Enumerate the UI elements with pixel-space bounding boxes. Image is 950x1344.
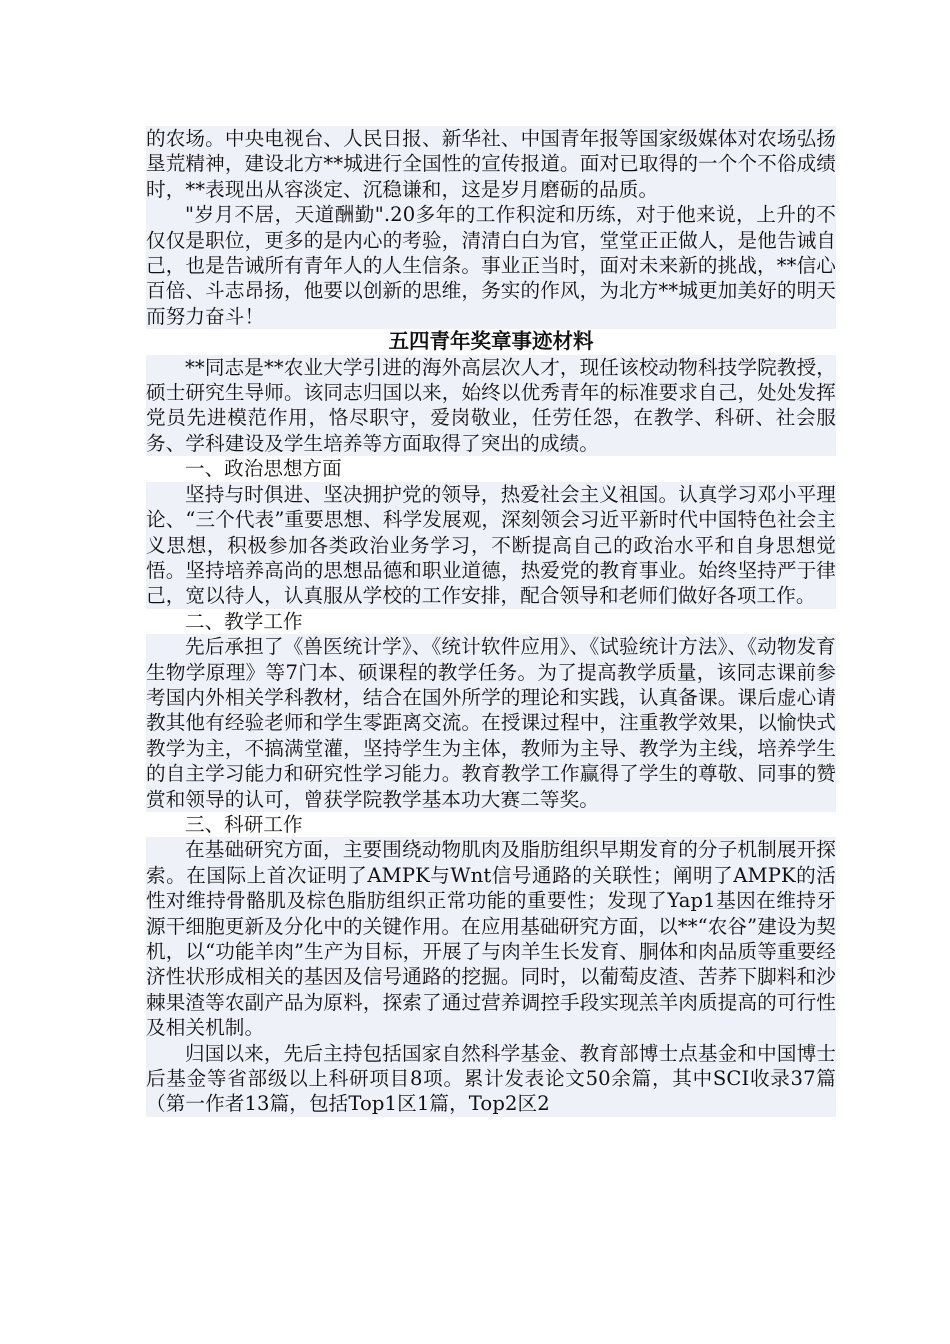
section-heading-research: 三、科研工作 bbox=[185, 812, 303, 836]
intro-paragraph-1: 的农场。中央电视台、人民日报、新华社、中国青年报等国家级媒体对农场弘扬垦荒精神，建设北方**城进行全国性的宣传报道。面对已取得的一个个不俗成绩时，**表现出从容淡定、沉稳谦和，这是岁月磨砺的品质。 bbox=[146, 127, 836, 201]
section-heading-teaching: 二、教学工作 bbox=[185, 609, 303, 633]
summary-paragraph: **同志是**农业大学引进的海外高层次人才，现任该校动物科技学院教授，硕士研究生导师。该同志归国以来，始终以优秀青年的标准要求自己，处处发挥党员先进模范作用，恪尽职守，爱岗敬业，任劳任怨，在教学、科研、社会服务、学科建设及学生培养等方面取得了突出的成绩。 bbox=[146, 355, 836, 455]
section-body-political: 坚持与时俱进、坚决拥护党的领导，热爱社会主义祖国。认真学习邓小平理论、“三个代表”重要思想、科学发展观，深刻领会习近平新时代中国特色社会主义思想，积极参加各类政治业务学习，不断提高自己的政治水平和自身思想觉悟。坚持培养高尚的思想品德和职业道德，热爱党的教育事业。始终坚持严于律己，宽以待人，认真服从学校的工作安排，配合领导和老师们做好各项工作。 bbox=[146, 482, 836, 608]
intro-paragraph-2: "岁月不居，天道酬勤".20多年的工作积淀和历练，对于他来说，上升的不仅仅是职位，更多的是内心的考验，清清白白为官，堂堂正正做人，是他告诫自己，也是告诫所有青年人的人生信条。事业正当时，面对未来新的挑战，**信心百倍、斗志昂扬，他要以创新的思维，务实的作风，为北方**城更加美好的明天而努力奋斗！ bbox=[146, 203, 836, 328]
section-body-teaching: 先后承担了《兽医统计学》、《统计软件应用》、《试验统计方法》、《动物发育生物学原理》等7门本、硕课程的教学任务。为了提高教学质量，该同志课前参考国内外相关学科教材，结合在国外所学的理论和实践，认真备课。课后虚心请教其他有经验老师和学生零距离交流。在授课过程中，注重教学效果，以愉快式教学为主，不搞满堂灌，坚持学生为主体，教师为主导、教学为主线，培养学生的自主学习能力和研究性学习能力。教育教学工作赢得了学生的尊敬、同事的赞赏和领导的认可，曾获学院教学基本功大赛二等奖。 bbox=[146, 635, 836, 811]
section-body-research-2: 归国以来，先后主持包括国家自然科学基金、教育部博士点基金和中国博士后基金等省部级以上科研项目8项。累计发表论文50余篇，其中SCI收录37篇（第一作者13篇，包括Top1区1篇，Top2区2 bbox=[146, 1041, 836, 1116]
document-body bbox=[146, 126, 836, 1117]
section-heading-political: 一、政治思想方面 bbox=[185, 457, 342, 481]
document-title: 五四青年奖章事迹材料 bbox=[388, 329, 594, 354]
section-body-research-1: 在基础研究方面，主要围绕动物肌肉及脂肪组织早期发育的分子机制展开探索。在国际上首次证明了AMPK与Wnt信号通路的关联性；阐明了AMPK的活性对维持骨骼肌及棕色脂肪组织正常功能的重要性；发现了Yap1基因在维持牙源干细胞更新及分化中的关键作用。在应用基础研究方面，以**“农谷”建设为契机，以“功能羊肉”生产为目标，开展了与肉羊生长发育、胴体和肉品质等重要经济性状形成相关的基因及信号通路的挖掘。同时，以葡萄皮渣、苦荞下脚料和沙棘果渣等农副产品为原料，探索了通过营养调控手段实现羔羊肉质提高的可行性及相关机制。 bbox=[146, 838, 836, 1040]
